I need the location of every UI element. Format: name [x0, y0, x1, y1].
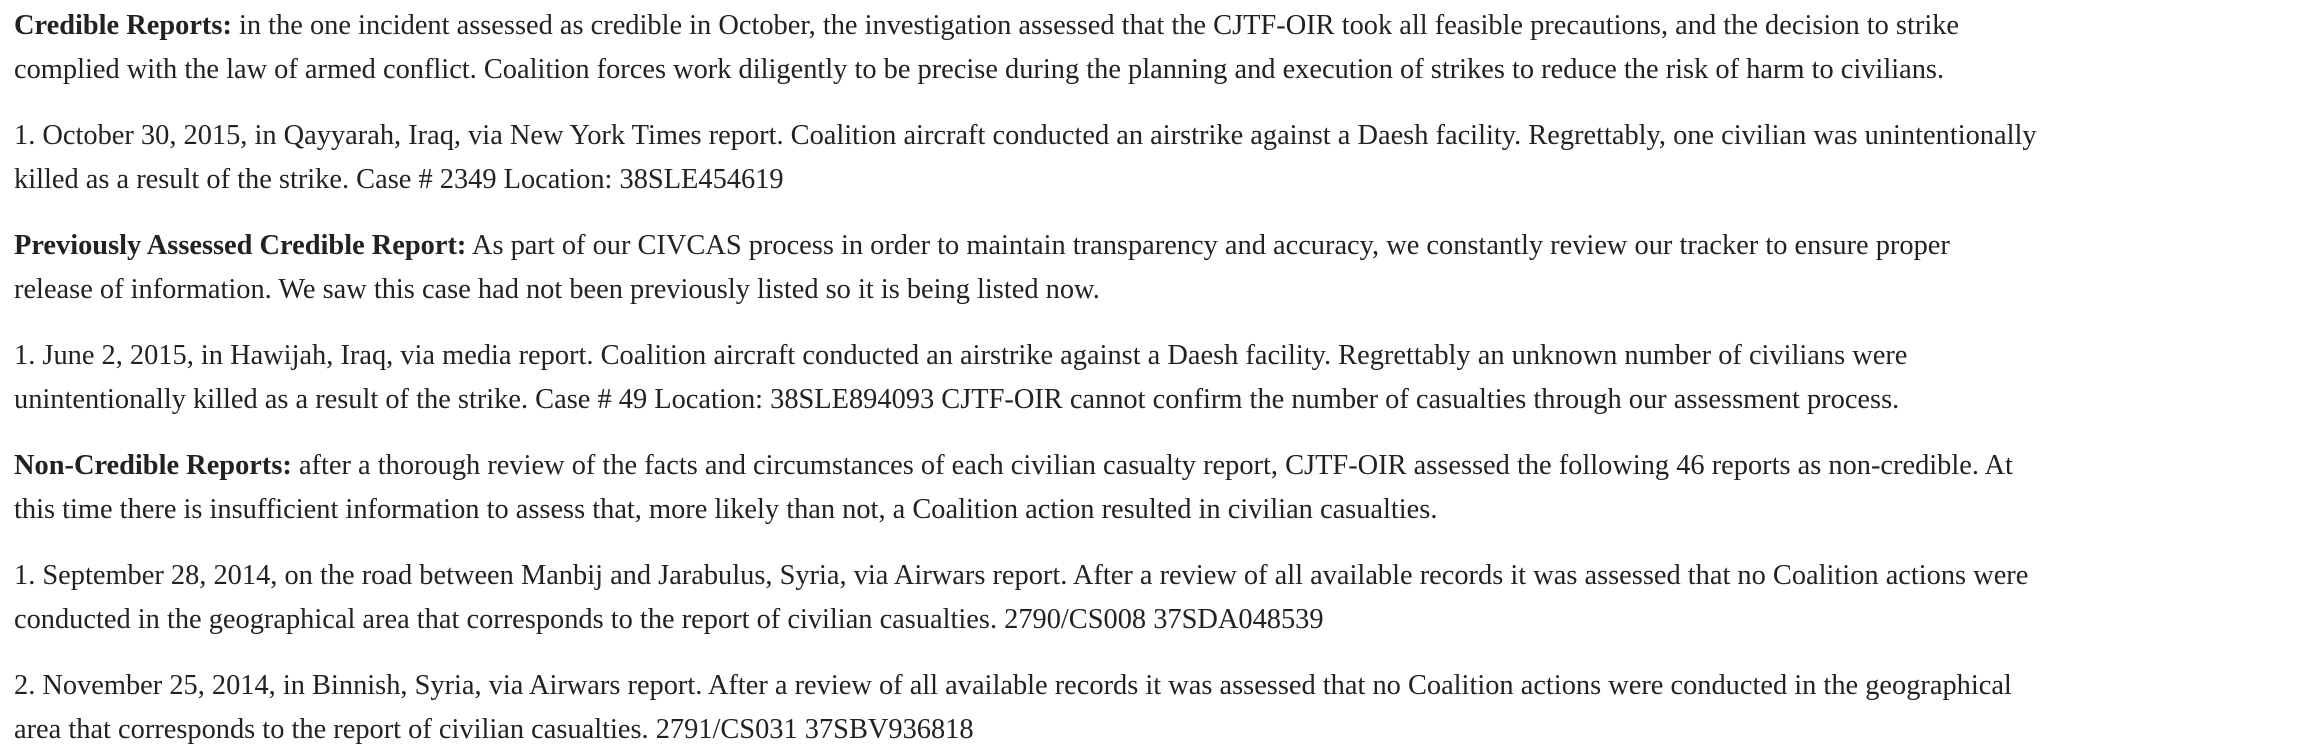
paragraph-line: conducted in the geographical area that corresponds to the report of civilian casualties. 2790/CS008 37SDA048539	[14, 604, 1324, 635]
paragraph-line: this time there is insufficient information to assess that, more likely than not, a Coalition action resulted in civilian casualties.	[14, 494, 1438, 525]
paragraph-line	[14, 224, 2299, 268]
previously-assessed-paragraph	[14, 224, 2299, 312]
section-heading: Previously Assessed Credible Report:	[14, 230, 467, 261]
line-text: after a thorough review of the facts and circumstances of each civilian casualty report, CJTF-OIR assessed the following 46 reports as non-credible. At	[291, 450, 2013, 481]
non-credible-item-1	[14, 554, 2299, 642]
previously-assessed-item-1	[14, 334, 2299, 422]
non-credible-reports-paragraph	[14, 444, 2299, 532]
paragraph-line: 2. November 25, 2014, in Binnish, Syria, via Airwars report. After a review of all available records it was assessed that no Coalition actions were conducted in the geographical	[14, 670, 2012, 701]
paragraph-line: 1. June 2, 2015, in Hawijah, Iraq, via media report. Coalition aircraft conducted an airstrike against a Daesh facility. Regrettably an unknown number of civilians were	[14, 340, 1908, 371]
paragraph-line: area that corresponds to the report of civilian casualties. 2791/CS031 37SBV936818	[14, 714, 974, 745]
paragraph-line: 1. October 30, 2015, in Qayyarah, Iraq, via New York Times report. Coalition aircraft conducted an airstrike against a Daesh facility. Regrettably, one civilian was unintentionally	[14, 120, 2037, 151]
paragraph-line	[14, 4, 2299, 48]
section-heading: Credible Reports:	[14, 10, 232, 41]
paragraph-line: complied with the law of armed conflict. Coalition forces work diligently to be precise during the planning and execution of strikes to reduce the risk of harm to civilians.	[14, 54, 1945, 85]
section-heading: Non-Credible Reports:	[14, 450, 292, 481]
paragraph-line: unintentionally killed as a result of the strike. Case # 49 Location: 38SLE894093 CJTF-OIR cannot confirm the number of casualties through our assessment process.	[14, 384, 1900, 415]
paragraph-line: killed as a result of the strike. Case # 2349 Location: 38SLE454619	[14, 164, 784, 195]
non-credible-item-2	[14, 664, 2299, 752]
credible-reports-paragraph	[14, 4, 2299, 92]
paragraph-line: release of information. We saw this case had not been previously listed so it is being listed now.	[14, 274, 1100, 305]
credible-report-item-1	[14, 114, 2299, 202]
line-text: in the one incident assessed as credible in October, the investigation assessed that the CJTF-OIR took all feasible precautions, and the decision to strike	[231, 10, 1960, 41]
line-text: As part of our CIVCAS process in order to maintain transparency and accuracy, we constantly review our tracker to ensure proper	[466, 230, 1950, 261]
paragraph-line: 1. September 28, 2014, on the road between Manbij and Jarabulus, Syria, via Airwars report. After a review of all available records it was assessed that no Coalition actions were	[14, 560, 2029, 591]
document-body	[14, 0, 2299, 752]
paragraph-line	[14, 444, 2299, 488]
